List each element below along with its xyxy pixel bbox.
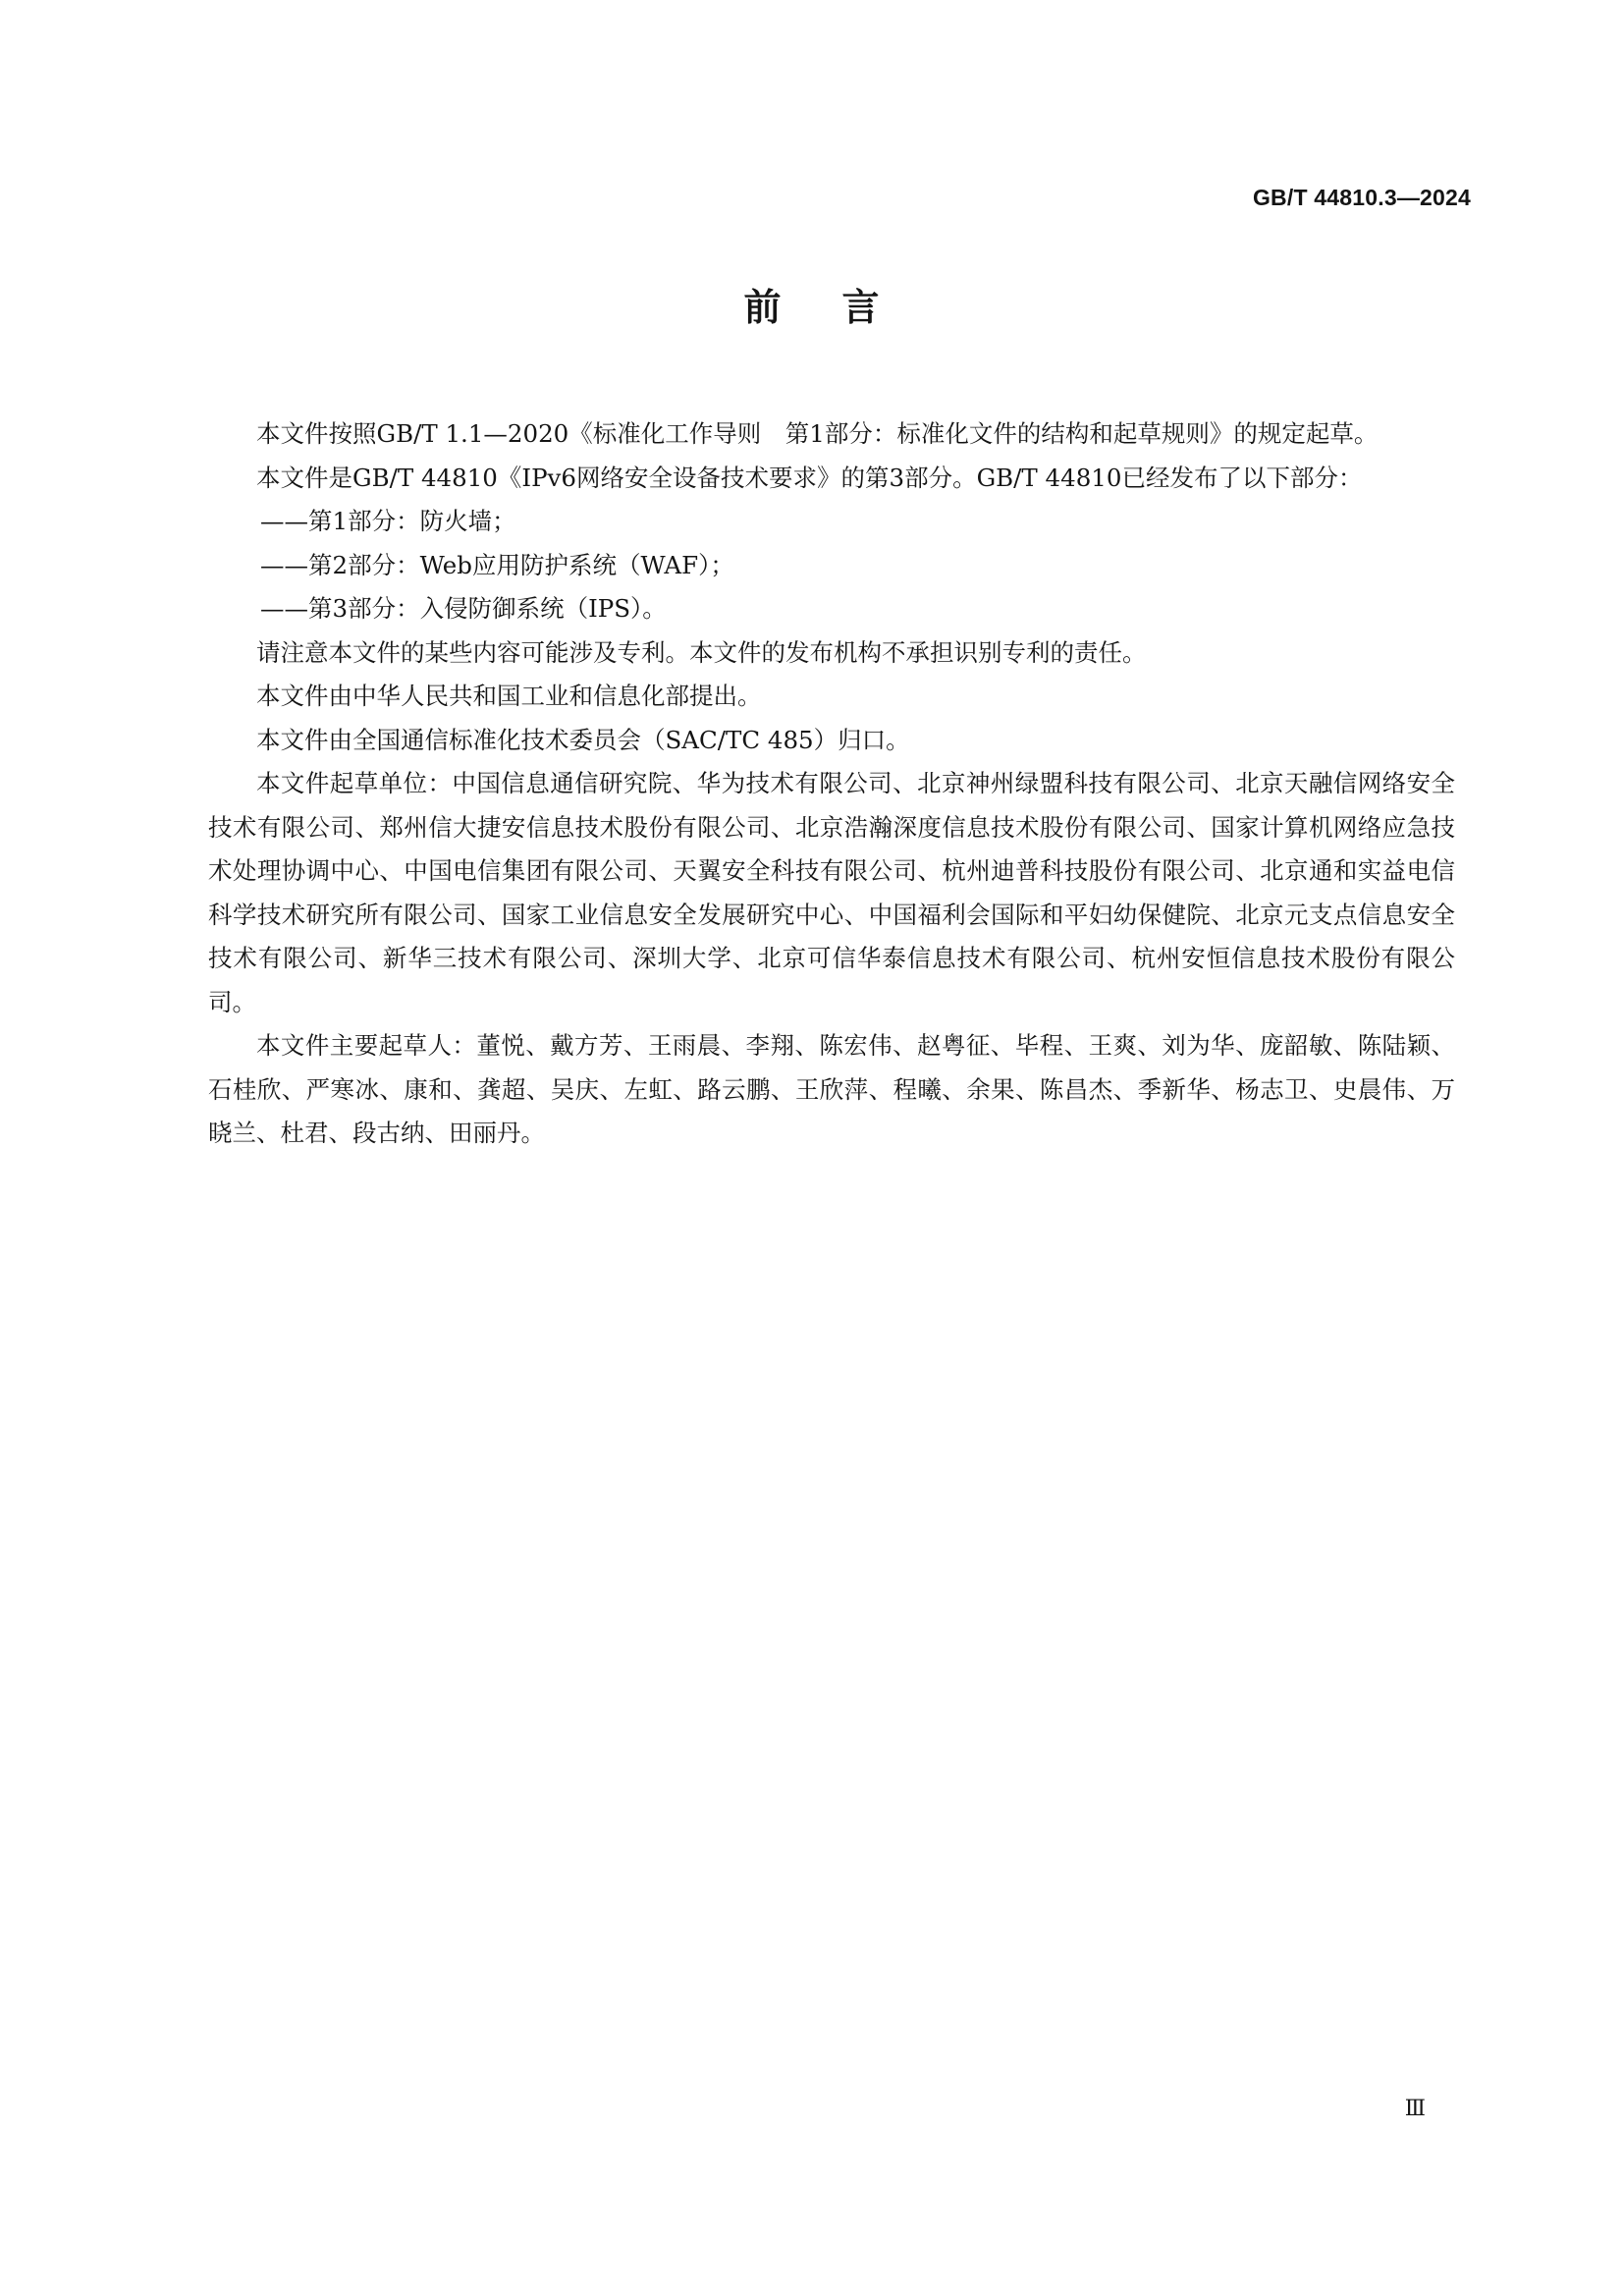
basis-paragraph: 本文件按照GB/T 1.1—2020《标准化工作导则 第1部分：标准化文件的结构和起草规则》的规定起草。 — [256, 419, 1379, 448]
page-title: 前言 — [743, 286, 941, 329]
proposer-paragraph: 本文件由中华人民共和国工业和信息化部提出。 — [256, 682, 762, 710]
patent-notice-paragraph: 请注意本文件的某些内容可能涉及专利。本文件的发布机构不承担识别专利的责任。 — [256, 637, 1147, 667]
part-list-item: ——第3部分：入侵防御系统（IPS）。 — [260, 594, 667, 623]
drafters-paragraph: 本文件主要起草人：董悦、戴方芳、王雨晨、李翔、陈宏伟、赵粤征、毕程、王爽、刘为华、庞韶敏、陈陆颖、石桂欣、严寒冰、康和、龚超、吴庆、左虹、路云鹏、王欣萍、程曦、余果、陈昌杰、季新华、杨志卫、史晨伟、万晓兰、杜君、段古纳、田丽丹。 — [208, 1031, 1455, 1147]
drafting-units-paragraph: 本文件起草单位：中国信息通信研究院、华为技术有限公司、北京神州绿盟科技有限公司、北京天融信网络安全技术有限公司、郑州信大捷安信息技术股份有限公司、北京浩瀚深度信息技术股份有限公司、国家计算机网络应急技术处理协调中心、中国电信集团有限公司、天翼安全科技有限公司、杭州迪普科技股份有限公司、北京通和实益电信科学技术研究所有限公司、国家工业信息安全发展研究中心、中国福利会国际和平妇幼保健院、北京元支点信息安全技术有限公司、新华三技术有限公司、深圳大学、北京可信华泰信息技术有限公司、杭州安恒信息技术股份有限公司。 — [208, 769, 1455, 1016]
part-list-item: ——第1部分：防火墙； — [260, 507, 516, 535]
standard-code: GB/T 44810.3—2024 — [1252, 185, 1471, 210]
series-intro-paragraph: 本文件是GB/T 44810《IPv6网络安全设备技术要求》的第3部分。GB/T 44810已经发布了以下部分： — [256, 463, 1363, 492]
foreword-body — [208, 412, 1455, 1156]
page-number: Ⅲ — [1404, 2097, 1426, 2121]
part-list-item: ——第2部分：Web应用防护系统（WAF）； — [260, 550, 734, 579]
committee-paragraph: 本文件由全国通信标准化技术委员会（SAC/TC 485）归口。 — [256, 725, 910, 754]
